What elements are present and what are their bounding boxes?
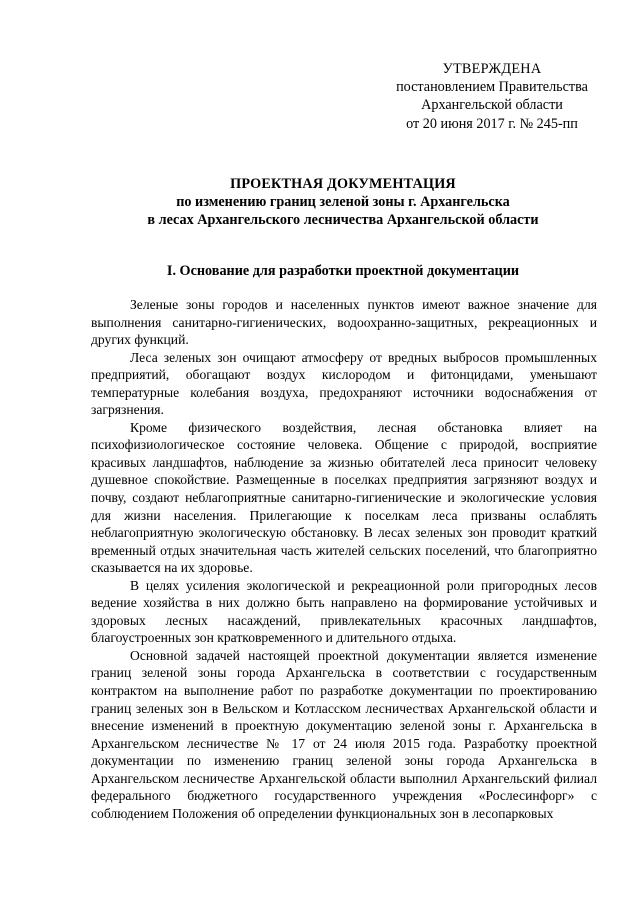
document-title-main: ПРОЕКТНАЯ ДОКУМЕНТАЦИЯ [230, 176, 456, 192]
paragraph: Леса зеленых зон очищают атмосферу от вредных выбросов промышленных предприятий, обогащают воздух кислородом и фитонцидами, уменьшают температурные колебания воздуха, предохраняют источники водоснабжения от загрязнения. [91, 349, 597, 418]
approval-issuer: постановлением Правительства [396, 79, 588, 96]
document-title [60, 175, 626, 230]
approval-region: Архангельской области [421, 97, 563, 114]
paragraph: Основной задачей настоящей проектной документации является изменение границ зеленой зоны города Архангельска в соответствии с государственным контрактом на выполнение работ по разработке документации по проектированию границ зеленых зон в Вельском и Котласском лесничествах Архангельской области и внесение изменений в проектную документацию зеленой зоны г. Архангельска в Архангельском лесничестве № 17 от 24 июля 2015 года. Разработку проектной документации по изменению границ зеленой зоны города Архангельска в Архангельском лесничестве Архангельской области выполнил Архангельский филиал федерального бюджетного государственного учреждения «Рослесинфорг» с соблюдением Положения об определении функциональных зон в лесопарковых [91, 647, 597, 821]
approval-stamp [380, 60, 604, 133]
document-title-subtitle-1: по изменению границ зеленой зоны г. Архангельска [176, 194, 510, 211]
section-heading: I. Основание для разработки проектной документации [166, 263, 520, 279]
approval-date-number: от 20 июня 2017 г. № 245-пп [406, 115, 578, 132]
paragraph: Зеленые зоны городов и населенных пунктов имеют важное значение для выполнения санитарно-гигиенических, водоохранно-защитных, рекреационных и других функций. [91, 297, 597, 348]
paragraph: В целях усиления экологической и рекреационной роли пригородных лесов ведение хозяйства в них должно быть направлено на формирование устойчивых и здоровых лесных насаждений, привлекательных красочных ландшафтов, благоустроенных зон кратковременного и длительного отдыха. [91, 577, 597, 646]
document-body [91, 296, 597, 822]
document-title-subtitle-2: в лесах Архангельского лесничества Архангельской области [147, 212, 539, 229]
paragraph: Кроме физического воздействия, лесная обстановка влияет на психофизиологическое состояние человека. Общение с природой, восприятие красивых ландшафтов, наблюдение за жизнью обитателей леса приносит человеку душевное спокойствие. Размещенные в поселках предприятия загрязняют воздух и почву, создают неблагоприятные санитарно-гигиенические и экологические условия для жизни населения. Прилегающие к поселкам леса призваны ослаблять неблагоприятную экологическую обстановку. В лесах зеленых зон проводит краткий временный отдых значительная часть жителей сельских поселений, что благоприятно сказывается на их здоровье. [91, 419, 597, 576]
approval-title: УТВЕРЖДЕНА [442, 61, 542, 77]
